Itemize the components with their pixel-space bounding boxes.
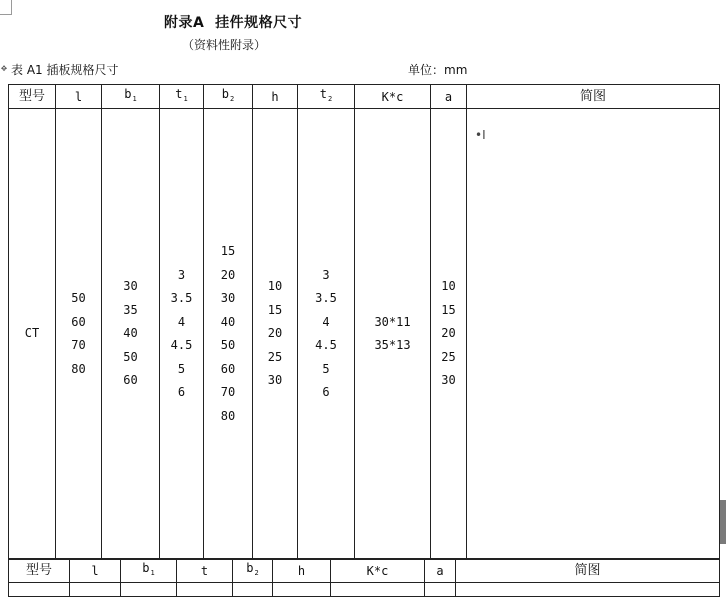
next-header-b2-base: b [246, 561, 254, 575]
next-cell[interactable] [121, 583, 177, 597]
next-header-t: t [177, 559, 233, 583]
next-cell[interactable] [273, 583, 331, 597]
text-cursor-glyph: I [482, 128, 486, 142]
cell-kc[interactable]: 30*11 35*13 [355, 109, 431, 560]
cell-t2[interactable]: 3 3.5 4 4.5 5 6 [298, 109, 355, 560]
next-cell[interactable] [233, 583, 273, 597]
spec-table-next-page [8, 558, 720, 597]
header-t2-base: t [319, 87, 327, 101]
next-header-kc: K*c [331, 559, 425, 583]
header-b2 [204, 85, 253, 109]
next-table-row [9, 583, 720, 597]
table-move-handle-icon[interactable]: ✥ [1, 63, 8, 74]
next-cell[interactable] [425, 583, 456, 597]
appendix-subtitle: （资料性附录） [182, 38, 267, 52]
next-header-b1-sub: 1 [150, 569, 155, 577]
cell-b2[interactable]: 15 20 30 40 50 60 70 80 [204, 109, 253, 560]
header-l: l [56, 85, 102, 109]
next-header-b2-sub: 2 [254, 569, 259, 577]
appendix-title: 附录A 挂件规格尺寸 [164, 15, 303, 31]
next-header-l: l [70, 559, 121, 583]
next-header-diagram: 简图 [456, 559, 720, 583]
header-h: h [253, 85, 298, 109]
next-cell[interactable] [177, 583, 233, 597]
header-kc: K*c [355, 85, 431, 109]
diagram-marker: • [475, 128, 483, 142]
table-row [9, 109, 720, 560]
next-cell[interactable] [456, 583, 720, 597]
header-a: a [431, 85, 467, 109]
spec-table [8, 84, 720, 560]
cell-h[interactable]: 10 15 20 25 30 [253, 109, 298, 560]
header-b2-base: b [221, 87, 229, 101]
cell-a[interactable]: 10 15 20 25 30 [431, 109, 467, 560]
next-header-a: a [425, 559, 456, 583]
cell-model[interactable]: CT [9, 109, 56, 560]
next-header-b1 [121, 559, 177, 583]
header-b1 [102, 85, 160, 109]
table-caption: 表 A1 插板规格尺寸 [11, 63, 119, 77]
header-b1-base: b [124, 87, 132, 101]
header-b2-sub: 2 [230, 95, 235, 103]
cell-t1[interactable]: 3 3.5 4 4.5 5 6 [160, 109, 204, 560]
next-header-model: 型号 [9, 559, 70, 583]
header-b1-sub: 1 [132, 95, 137, 103]
page-corner-mark [0, 0, 12, 15]
next-cell[interactable] [9, 583, 70, 597]
header-t2 [298, 85, 355, 109]
header-model: 型号 [9, 85, 56, 109]
next-header-b1-base: b [142, 561, 150, 575]
header-t1-base: t [175, 87, 183, 101]
text-cursor [475, 124, 486, 148]
cell-l[interactable]: 50 60 70 80 [56, 109, 102, 560]
cell-b1[interactable]: 30 35 40 50 60 [102, 109, 160, 560]
next-table-header-row [9, 559, 720, 583]
header-t1 [160, 85, 204, 109]
header-t1-sub: 1 [183, 95, 188, 103]
unit-label: 单位：mm [408, 63, 468, 77]
header-t2-sub: 2 [328, 95, 333, 103]
next-cell[interactable] [70, 583, 121, 597]
cell-diagram[interactable] [467, 109, 720, 560]
header-diagram: 简图 [467, 85, 720, 109]
next-header-b2 [233, 559, 273, 583]
scrollbar-thumb[interactable] [720, 500, 726, 544]
table-header-row [9, 85, 720, 109]
next-header-h: h [273, 559, 331, 583]
next-cell[interactable] [331, 583, 425, 597]
